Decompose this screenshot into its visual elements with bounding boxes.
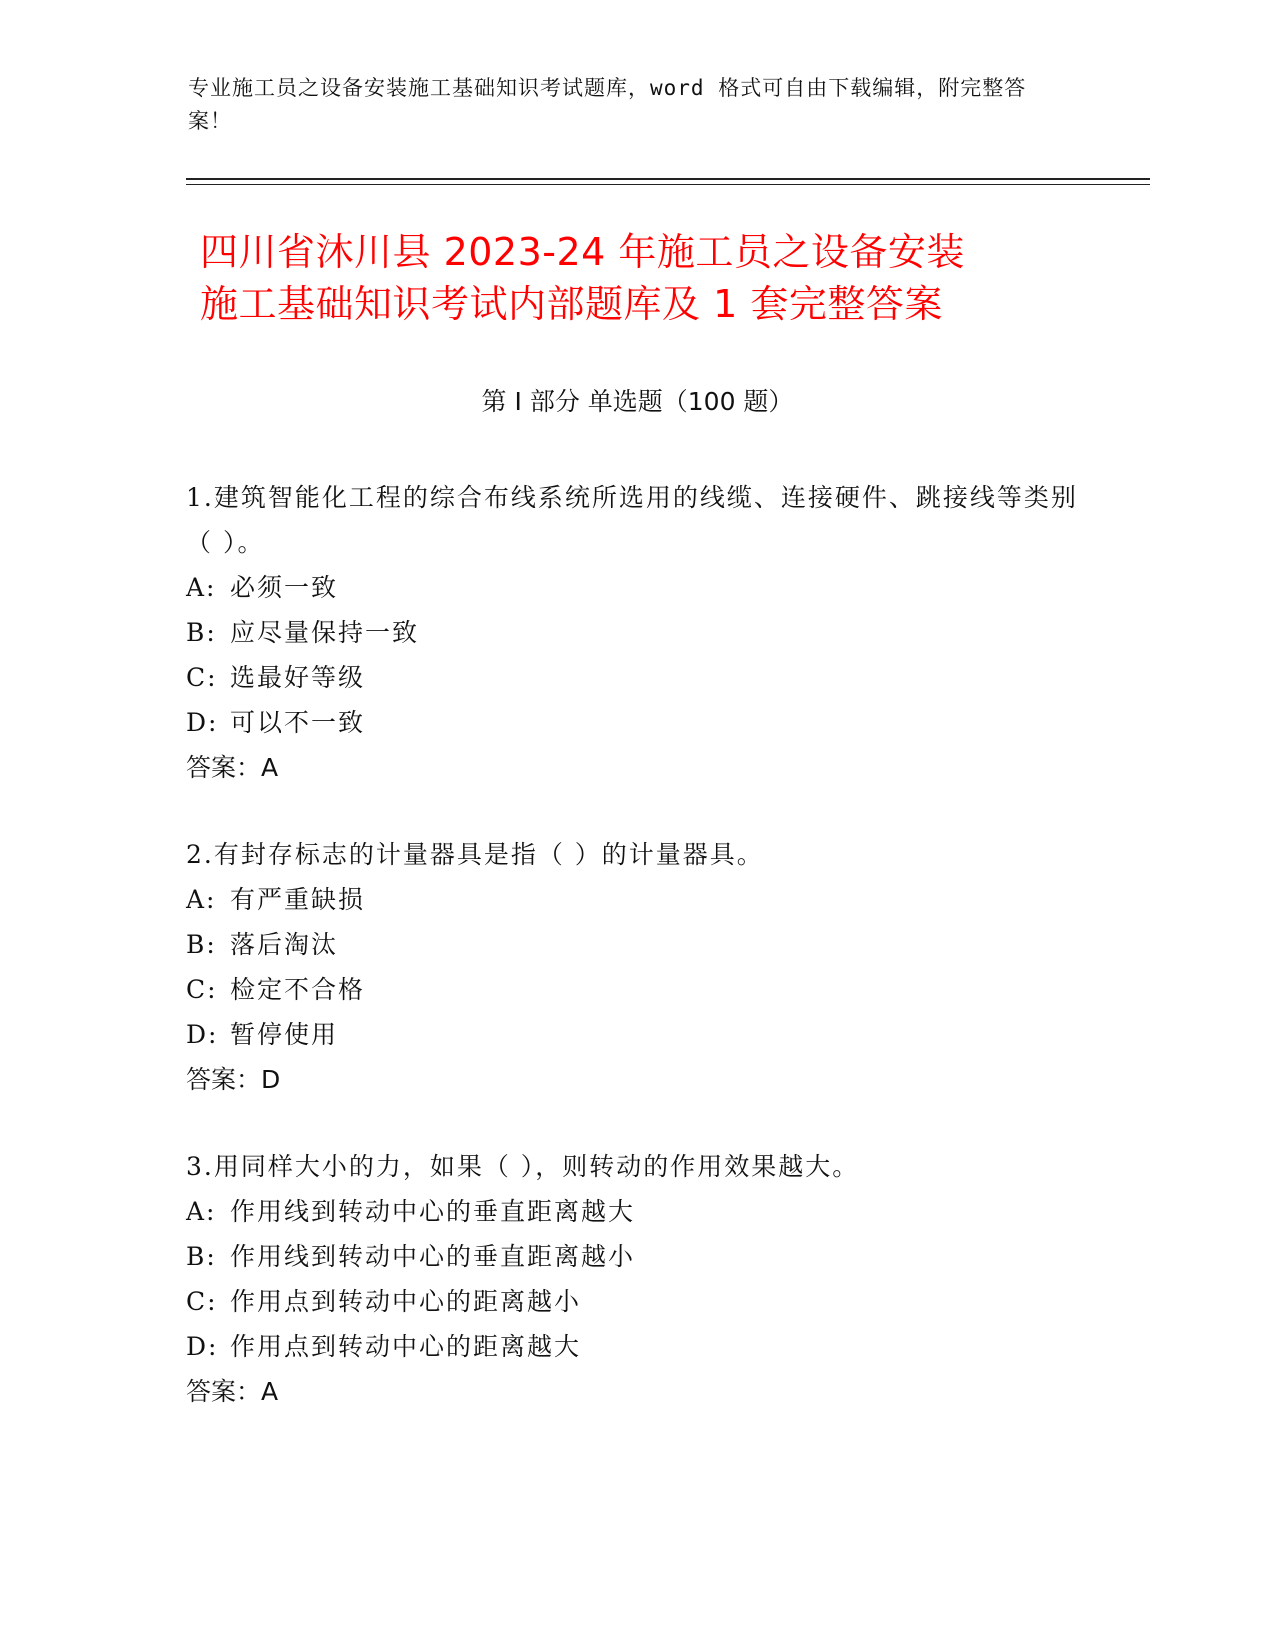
question-1 bbox=[186, 475, 1086, 790]
document-title bbox=[200, 226, 1080, 330]
option-c bbox=[186, 655, 1086, 700]
option-key: C: bbox=[186, 975, 218, 1004]
option-key: C: bbox=[186, 663, 218, 692]
option-key: D: bbox=[186, 1020, 219, 1049]
option-a bbox=[186, 877, 1086, 922]
option-text: 检定不合格 bbox=[230, 975, 366, 1004]
option-key: A: bbox=[186, 573, 217, 602]
option-text: 选最好等级 bbox=[230, 663, 366, 692]
option-c bbox=[186, 967, 1086, 1012]
question-2 bbox=[186, 832, 1086, 1102]
option-key: B: bbox=[186, 930, 217, 959]
question-stem: 3.用同样大小的力，如果（ ），则转动的作用效果越大。 bbox=[186, 1152, 860, 1181]
option-text: 作用点到转动中心的距离越小 bbox=[230, 1287, 582, 1316]
option-text: 作用点到转动中心的距离越大 bbox=[230, 1332, 582, 1361]
option-text: 有严重缺损 bbox=[230, 885, 366, 914]
option-text: 必须一致 bbox=[230, 573, 339, 602]
option-a bbox=[186, 1189, 1086, 1234]
option-a bbox=[186, 565, 1086, 610]
question-stem: 2.有封存标志的计量器具是指（ ）的计量器具。 bbox=[186, 840, 764, 869]
option-text: 作用线到转动中心的垂直距离越小 bbox=[230, 1242, 636, 1271]
option-d bbox=[186, 1324, 1086, 1369]
option-text: 落后淘汰 bbox=[230, 930, 339, 959]
header-note: 专业施工员之设备安装施工基础知识考试题库，word 格式可自由下载编辑，附完整答案！ bbox=[188, 76, 1027, 133]
option-key: D: bbox=[186, 1332, 219, 1361]
option-d bbox=[186, 1012, 1086, 1057]
answer: 答案：D bbox=[186, 1065, 281, 1094]
option-key: D: bbox=[186, 708, 219, 737]
document-title-line-1: 四川省沐川县 2023-24 年施工员之设备安装 bbox=[200, 230, 965, 274]
option-text: 可以不一致 bbox=[230, 708, 366, 737]
option-b bbox=[186, 922, 1086, 967]
answer: 答案：A bbox=[186, 753, 279, 782]
question-3 bbox=[186, 1144, 1086, 1414]
option-text: 应尽量保持一致 bbox=[230, 618, 420, 647]
option-b bbox=[186, 1234, 1086, 1279]
option-b bbox=[186, 610, 1086, 655]
option-text: 暂停使用 bbox=[230, 1020, 339, 1049]
answer: 答案：A bbox=[186, 1377, 279, 1406]
option-d bbox=[186, 700, 1086, 745]
header-rule-thin bbox=[186, 184, 1150, 185]
option-c bbox=[186, 1279, 1086, 1324]
header-rule-thick bbox=[186, 178, 1150, 180]
option-key: B: bbox=[186, 618, 217, 647]
section-title: 第 I 部分 单选题（100 题） bbox=[481, 387, 794, 416]
option-text: 作用线到转动中心的垂直距离越大 bbox=[230, 1197, 636, 1226]
question-list bbox=[186, 475, 1086, 1456]
document-title-line-2: 施工基础知识考试内部题库及 1 套完整答案 bbox=[200, 282, 943, 326]
option-key: A: bbox=[186, 885, 217, 914]
question-stem: 1.建筑智能化工程的综合布线系统所选用的线缆、连接硬件、跳接线等类别（ ）。 bbox=[186, 483, 1078, 557]
option-key: C: bbox=[186, 1287, 218, 1316]
option-key: B: bbox=[186, 1242, 217, 1271]
option-key: A: bbox=[186, 1197, 217, 1226]
